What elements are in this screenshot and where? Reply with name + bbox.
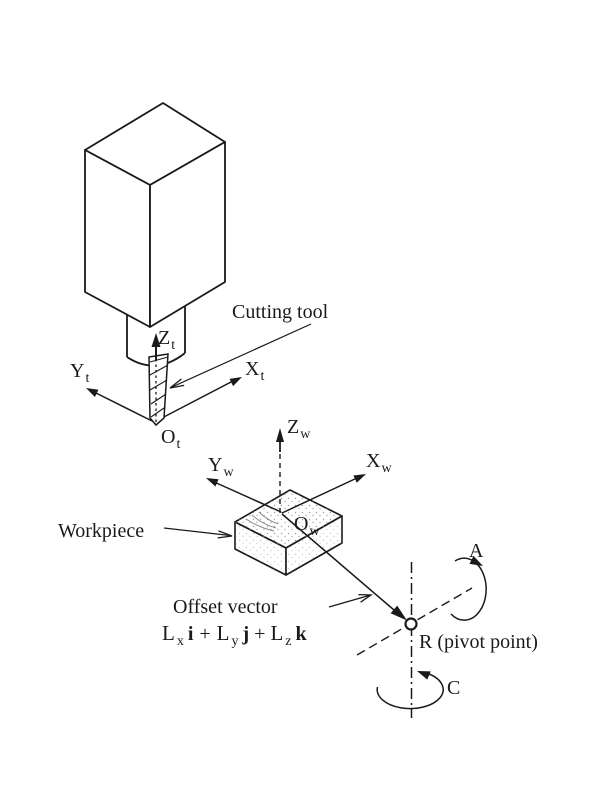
work-origin-label: $O_w$ <box>294 513 320 539</box>
a-rotation-arrow <box>451 558 486 620</box>
c-axis-label: C <box>447 677 461 699</box>
cutting-tool-label: Cutting tool <box>232 301 329 323</box>
c-rotation-arrowhead <box>417 671 431 680</box>
workpiece-texture <box>235 490 342 575</box>
c-rotation-arrow <box>377 674 443 709</box>
work-y-axis-line <box>212 481 281 512</box>
a-axis-label: A <box>469 540 484 562</box>
pivot-point-marker <box>406 619 417 630</box>
cutting-tool-leader-arrowhead <box>170 379 184 388</box>
work-x-axis-arrowhead <box>353 474 366 483</box>
pivot-point-label: R (pivot point) <box>419 631 538 653</box>
tool-y-axis-label: $Y_t$ <box>70 360 90 386</box>
tool-y-axis-line <box>92 391 152 421</box>
tool-x-axis-arrowhead <box>230 377 243 386</box>
work-y-axis-label: $Y_w$ <box>208 454 234 480</box>
work-z-axis-label: $Z_w$ <box>287 416 311 442</box>
offset-vector-equation: L $_x$ i + L $_y$ j + L $_z$ k <box>162 621 307 649</box>
offset-vector-label: Offset vector <box>173 596 278 618</box>
cutting-tool-leader-line <box>172 324 311 387</box>
work-x-axis-label: $X_w$ <box>366 450 392 476</box>
tool-y-axis-arrowhead <box>86 388 99 397</box>
tool-origin-label: $O_t$ <box>161 426 181 452</box>
tool-x-axis-label: $X_t$ <box>245 358 265 384</box>
work-z-axis-arrowhead <box>276 428 284 442</box>
workpiece-label: Workpiece <box>58 520 145 542</box>
spindle-block <box>85 103 225 327</box>
offset-vector-arrowhead <box>391 606 407 621</box>
work-y-axis-arrowhead <box>206 478 219 487</box>
tool-z-axis-label: $Z_t$ <box>158 327 176 353</box>
